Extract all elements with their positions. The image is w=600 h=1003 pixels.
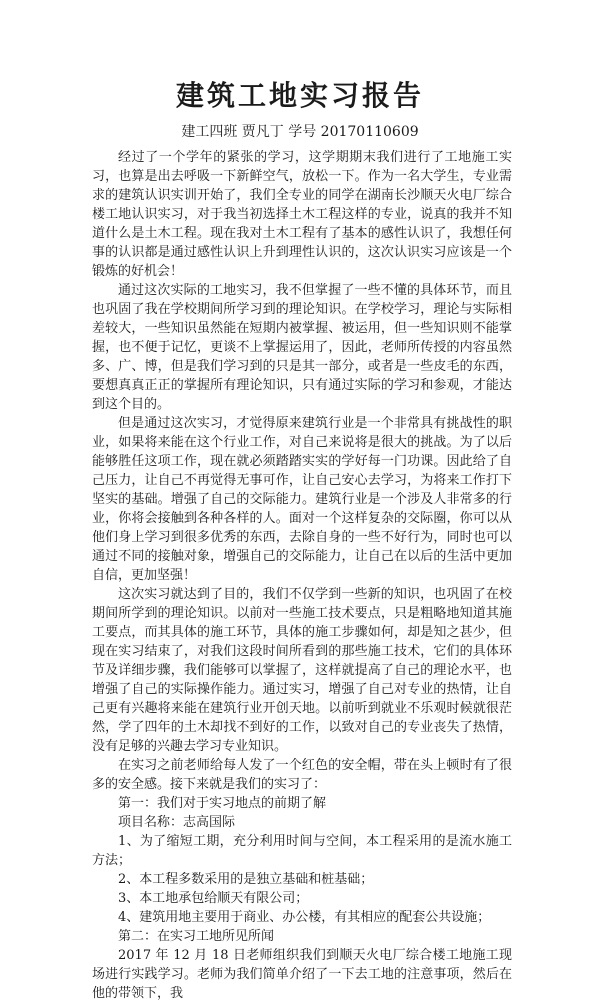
project-name: 项目名称：志高国际: [118, 815, 236, 830]
paragraph: 经过了一个学年的紧张的学习，这学期期末我们进行了工地施工实习，也算是出去呼吸一下新鲜空气，放松一下。作为一名大学生，专业需求的建筑认识实训开始了，我们全专业的同学在湖南长沙顺天火电厂综合楼工地认识实习，对于我当初选择土木工程这样的专业，说真的我并不知道什么是土木工程。现在我对土木工程有了基本的感性认识了，我想任何事的认识都是通过感性认识上升到理性认识的，这次认识实习应该是一个锻炼的好机会！: [92, 150, 512, 279]
author-byline: 建工四班 贾凡丁 学号 20170110609: [181, 124, 419, 140]
paragraph: 但是通过这次实习，才觉得原来建筑行业是一个非常具有挑战性的职业，如果将来能在这个行业工作，对自己来说将是很大的挑战。为了以后能够胜任这项工作，现在就必须踏踏实实的学好每一门功课。因此给了自己压力，让自己不再觉得无事可作，让自己安心去学习，为将来工作打下坚实的基础。增强了自己的交际能力。建筑行业是一个涉及人非常多的行业，你将会接触到各种各样的人。面对一个这样复杂的交际圈，你可以从他们身上学习到很多优秀的东西，去除自身的一些不好行为，同时也可以通过不同的接触对象，增强自己的交际能力，让自己在以后的生活中更加自信，更加坚强！: [92, 416, 512, 583]
paragraph: 在实习之前老师给每人发了一个红色的安全帽，带在头上顿时有了很多的安全感。接下来就是我们的实习了：: [92, 758, 512, 792]
paragraph: 通过这次实际的工地实习，我不但掌握了一些不懂的具体环节，而且也巩固了我在学校期间所学习到的理论知识。在学校学习，理论与实际相差较大，一些知识虽然能在短期内被掌握、被运用，但一些知识则不能掌握，也不便于记忆，更谈不上掌握运用了，因此，老师所传授的内容虽然多、广、博，但是我们学习到的只是其一部分，或者是一些皮毛的东西，要想真真正正的掌握所有理论知识，只有通过实际的学习和参观，才能达到这个目的。: [92, 283, 512, 412]
section-heading: 第二：在实习工地所见所闻: [118, 929, 275, 944]
paragraph: 这次实习就达到了目的，我们不仅学到一些新的知识，也巩固了在校期间所学到的理论知识。以前对一些施工技术要点，只是粗略地知道其施工要点，而其具体的施工环节，具体的施工步骤如何，却是知之甚少，但现在实习结束了，对我们这段时间所看到的那些施工技术，它们的具体环节及详细步骤，我们能够可以掌握了，这样就提高了自己的理论水平，也增强了自己的实际操作能力。通过实习，增强了自己对专业的热情，让自己更有兴趣将来能在建筑行业开创天地。以前听到就业不乐观时候就很茫然，学了四年的土木却找不到好的工作，以致对自己的专业丧失了热情，没有足够的兴趣去学习专业知识。: [92, 587, 512, 754]
section-heading: 第一：我们对于实习地点的前期了解: [118, 796, 327, 811]
list-item: 1、为了缩短工期，充分利用时间与空间，本工程采用的是流水施工方法；: [92, 834, 512, 868]
list-item: 3、本工地承包给顺天有限公司；: [118, 891, 309, 906]
report-body: [92, 148, 512, 1003]
report-title: 建筑工地实习报告: [175, 79, 424, 112]
list-item: 2、本工程多数采用的是独立基础和桩基础；: [118, 872, 374, 887]
list-item: 4、建筑用地主要用于商业、办公楼，有其相应的配套公共设施；: [118, 910, 491, 925]
paragraph: 2017 年 12 月 18 日老师组织我们到顺天火电厂综合楼工地施工现场进行实践学习。老师为我们简单介绍了一下去工地的注意事项，然后在他的带领下，我: [92, 948, 512, 1001]
